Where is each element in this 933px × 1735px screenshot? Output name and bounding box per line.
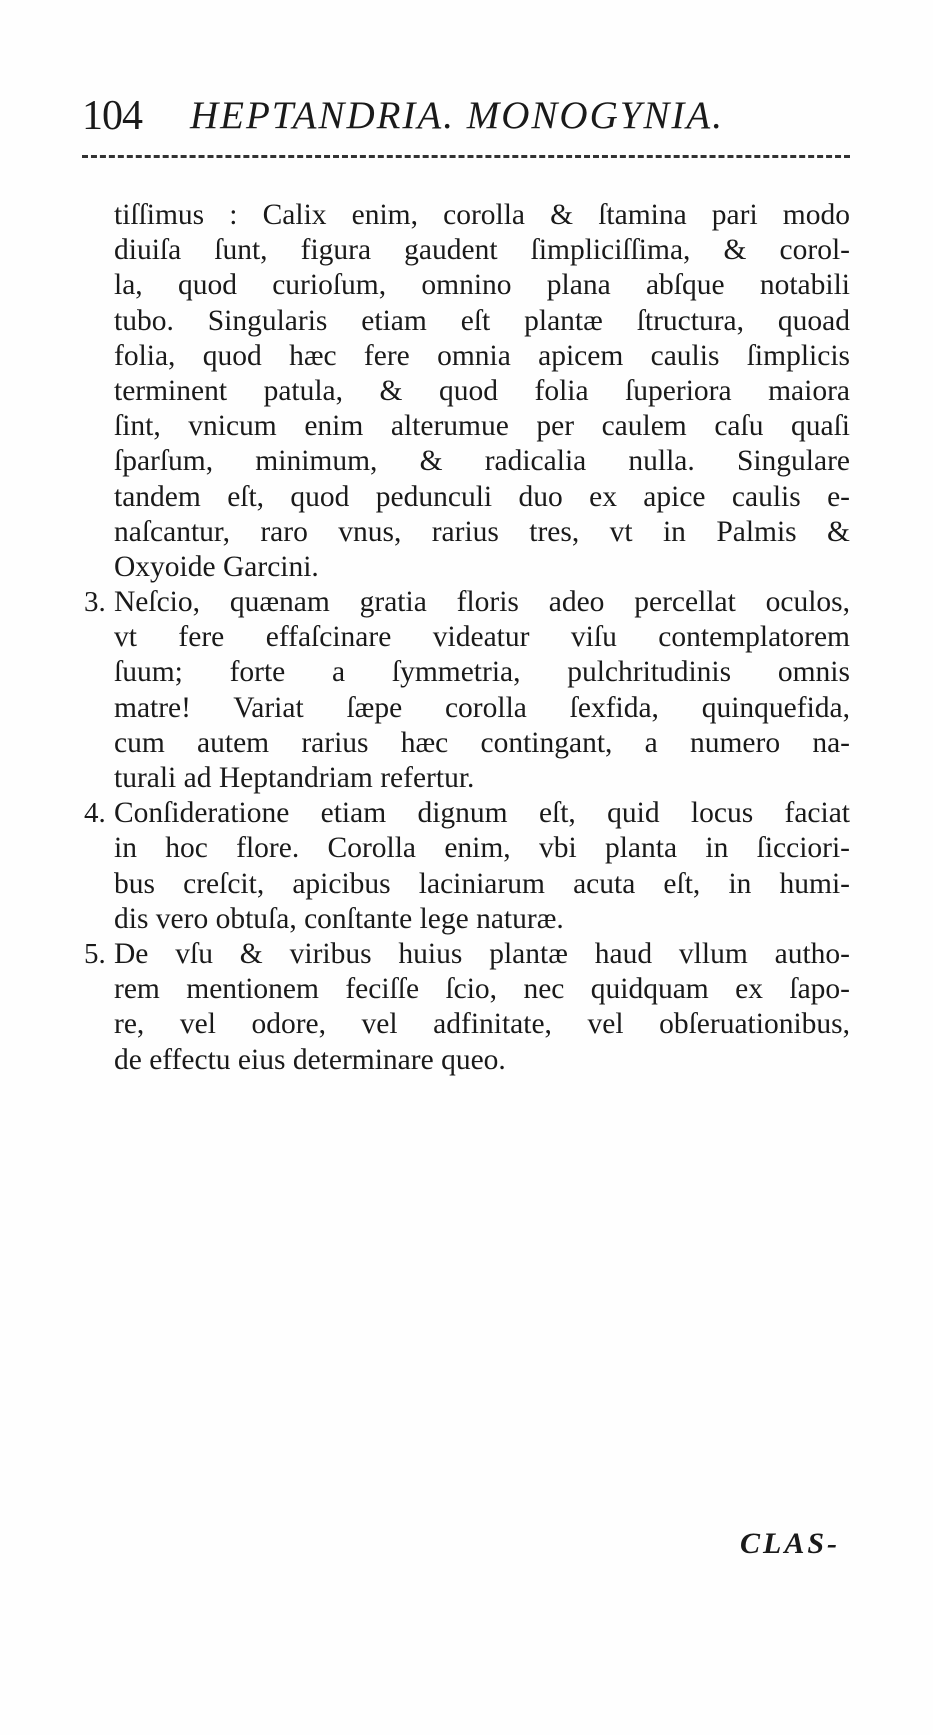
paragraph-number: 5. xyxy=(84,937,106,970)
text-line: Conſideratione etiam dignum eſt, quid locus faciat xyxy=(114,797,850,830)
running-head: HEPTANDRIA. MONOGYNIA. xyxy=(190,94,724,137)
text-line: ſuum; forte a ſymmetria, pulchritudinis omnis xyxy=(114,656,850,689)
text-line: naſcantur, raro vnus, rarius tres, vt in Palmis & xyxy=(114,515,850,548)
text-line: in hoc flore. Corolla enim, vbi planta in ſicciori- xyxy=(114,832,850,865)
text-line: tiſſimus : Calix enim, corolla & ſtamina pari modo xyxy=(114,199,850,231)
paragraph-3 xyxy=(84,585,850,796)
text-line: terminent patula, & quod folia ſuperiora maiora xyxy=(114,374,850,407)
text-line: bus creſcit, apicibus laciniarum acuta eſt, in humi- xyxy=(114,867,850,900)
text-line: Oxyoide Garcini. xyxy=(114,550,319,583)
page-number: 104 xyxy=(82,93,142,139)
page-header xyxy=(82,88,852,144)
text-line: tandem eſt, quod pedunculi duo ex apice caulis e- xyxy=(114,480,850,513)
text-line: cum autem rarius hæc contingant, a numero na- xyxy=(114,726,850,759)
text-line: re, vel odore, vel adfinitate, vel obſeruationibus, xyxy=(114,1008,850,1041)
text-line: ſparſum, minimum, & radicalia nulla. Singulare xyxy=(114,445,850,478)
catchword: CLAS- xyxy=(740,1527,841,1560)
text-line: matre! Variat ſæpe corolla ſexfida, quinquefida, xyxy=(114,691,850,724)
paragraph-1 xyxy=(114,198,850,585)
text-line: tubo. Singularis etiam eſt plantæ ſtructura, quoad xyxy=(114,304,850,337)
text-line: turali ad Heptandriam refertur. xyxy=(114,762,475,794)
text-line: Neſcio, quænam gratia floris adeo percellat oculos, xyxy=(114,586,850,619)
text-line: ſint, vnicum enim alterumue per caulem caſu quaſi xyxy=(114,410,850,443)
text-line: folia, quod hæc fere omnia apicem caulis ſimplicis xyxy=(114,339,850,372)
text-line: rem mentionem feciſſe ſcio, nec quidquam ex ſapo- xyxy=(114,973,850,1006)
paragraph-5 xyxy=(84,937,850,1078)
text-line: De vſu & viribus huius plantæ haud vllum autho- xyxy=(114,937,850,970)
text-line: de effectu eius determinare queo. xyxy=(114,1043,506,1076)
text-line: dis vero obtuſa, conſtante lege naturæ. xyxy=(114,902,564,935)
body-text xyxy=(84,198,850,1078)
paragraph-4 xyxy=(84,796,850,937)
text-line: vt fere effaſcinare videatur viſu contemplatorem xyxy=(114,621,850,654)
paragraph-number: 4. xyxy=(84,797,106,830)
text-line: diuiſa ſunt, figura gaudent ſimpliciſſima, & corol- xyxy=(114,234,850,267)
header-rule xyxy=(82,155,850,158)
text-line: la, quod curioſum, omnino plana abſque notabili xyxy=(114,269,850,302)
paragraph-number: 3. xyxy=(84,586,106,619)
